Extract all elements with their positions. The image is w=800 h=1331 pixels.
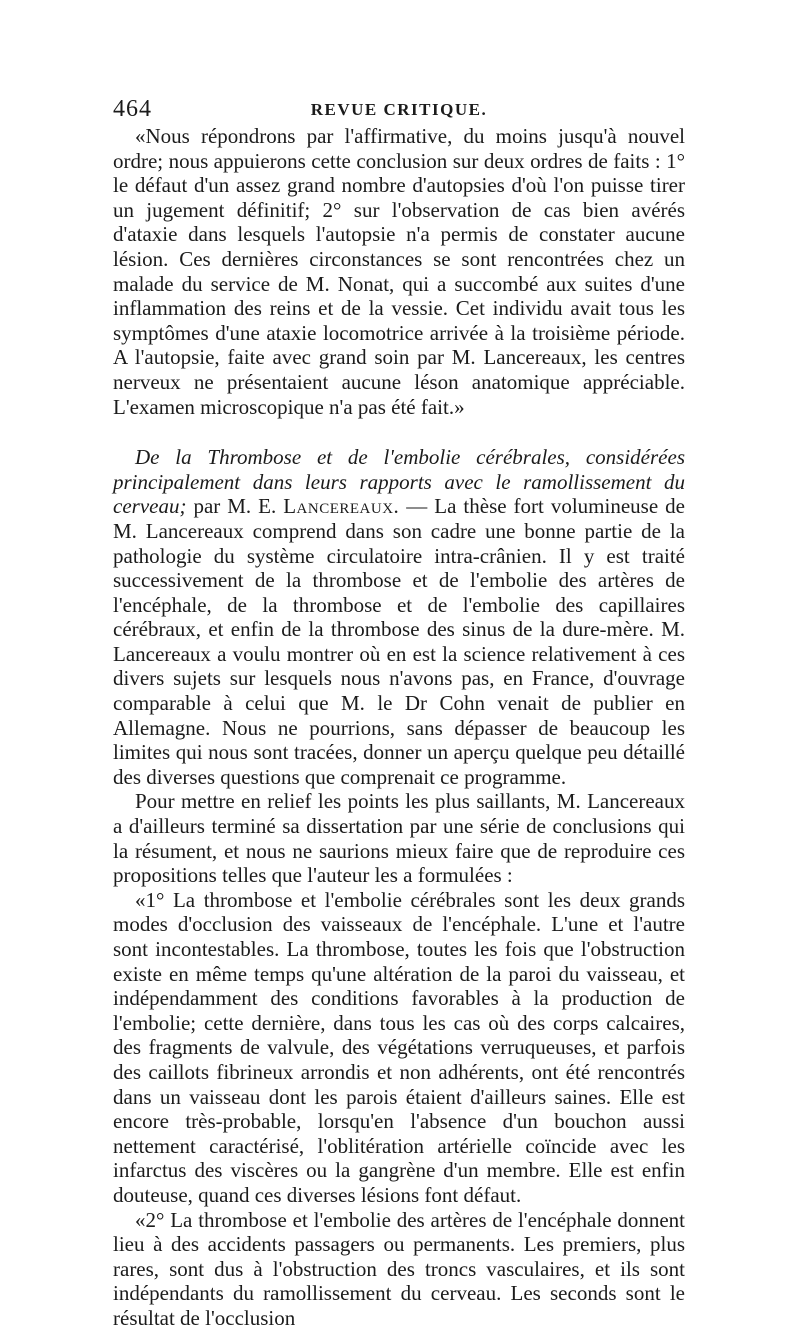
quote-paragraph: «Nous répondrons par l'affirmative, du moins jusqu'à nouvel ordre; nous appuierons cette conclusion sur deux ordres de faits : 1° le défaut d'un assez grand nombre d'autopsies d'où l'on puisse tirer un jugement définitif; 2° sur l'observation de cas bien avérés d'ataxie dans lesquels l'autopsie n'a permis de constater aucune lésion. Ces dernières circonstances se sont rencontrées chez un malade du service de M. Nonat, qui a succombé aux suites d'une inflammation des reins et de la vessie. Cet individu avait tous les symptômes d'une ataxie locomotrice arrivée à la troisième période. A l'autopsie, faite avec grand soin par M. Lancereaux, les centres nerveux ne présentaient aucune léson anatomique appréciable. L'examen microscopique n'a pas été fait.» xyxy=(113,124,685,419)
conclusions-intro-paragraph: Pour mettre en relief les points les plus saillants, M. Lancereaux a d'ailleurs terminé sa dissertation par une série de conclusions qui la résument, et nous ne saurions mieux faire que de reproduire ces propositions telles que l'auteur les a formulées : xyxy=(113,789,685,888)
body-text xyxy=(113,124,685,1331)
review-paragraph xyxy=(113,445,685,789)
page-number: 464 xyxy=(113,96,152,122)
review-author: Lancereaux. xyxy=(283,494,400,519)
conclusion-1-paragraph: «1° La thrombose et l'embolie cérébrales sont les deux grands modes d'occlusion des vaisseaux de l'encéphale. L'une et l'autre sont incontestables. La thrombose, toutes les fois que l'obstruction existe en même temps qu'une altération de la paroi du vaisseau, et indépendamment des conditions favorables à la production de l'embolie; cette dernière, dans tous les cas où des corps calcaires, des fragments de valvule, des végétations verruqueuses, et parfois des caillots fibrineux arrondis et non adhérents, ont été rencontrés dans un vaisseau dont les parois étaient d'ailleurs saines. Elle est encore très-probable, lorsqu'en l'absence d'un bouchon aussi nettement caractérisé, l'oblitération artérielle coïncide avec les infarctus des viscères ou la gangrène d'un membre. Elle est enfin douteuse, quand ces diverses lésions font défaut. xyxy=(113,887,685,1207)
review-title-by: par M. E. xyxy=(186,494,284,519)
page-header xyxy=(113,96,685,126)
review-body: — La thèse fort volumineuse de M. Lancereaux comprend dans son cadre une bonne partie de la pathologie du système circulatoire intra-crânien. Il y est traité successivement de la thrombose et de l'embolie des artères de l'encéphale, de la thrombose et de l'embolie des capillaires cérébraux, et enfin de la thrombose des sinus de la dure-mère. M. Lancereaux a voulu montrer où en est la science relativement à ces divers sujets sur lesquels nous n'avons pas, en France, d'ouvrage comparable à celui que M. le Dr Cohn venait de publier en Allemagne. Nous ne pourrions, sans dépasser de beaucoup les limites qui nous sont tracées, donner un aperçu quelque peu détaillé des diverses questions que comprenait ce programme. xyxy=(113,494,685,789)
conclusion-2-paragraph: «2° La thrombose et l'embolie des artères de l'encéphale donnent lieu à des accidents passagers ou permanents. Les premiers, plus rares, sont dus à l'obstruction des troncs vasculaires, et ils sont indépendants du ramollissement du cerveau. Les seconds sont le résultat de l'occlusion xyxy=(113,1207,685,1330)
review-title: De la Thrombose et de l'embolie cérébrales, considérées principalement dans leurs rapports avec le ramollissement du cerveau; xyxy=(113,445,685,519)
running-title: REVUE CRITIQUE. xyxy=(310,100,488,119)
